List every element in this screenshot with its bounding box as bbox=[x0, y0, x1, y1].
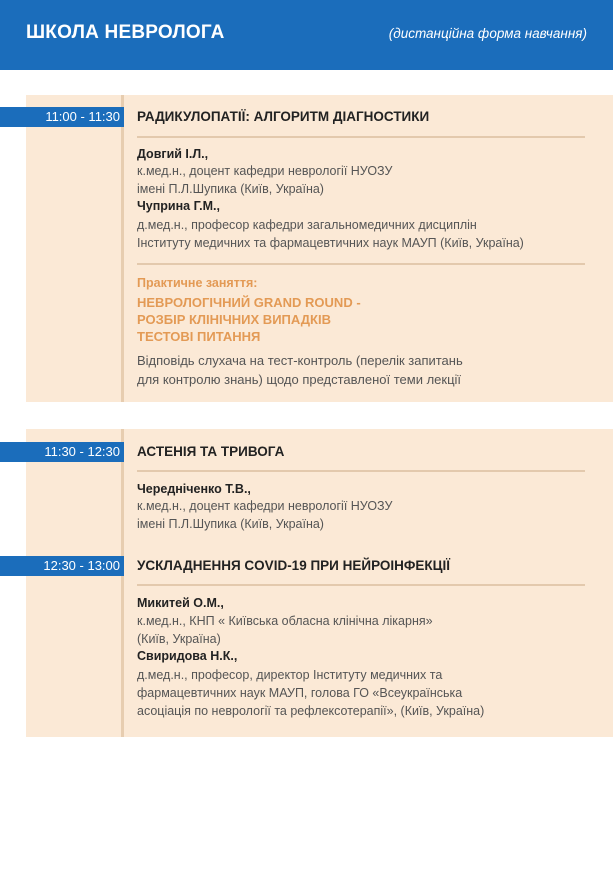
speaker-desc-line: к.мед.н., КНП « Київська обласна клінічна лікарня» bbox=[137, 614, 433, 628]
speaker-name: Чередніченко Т.В., bbox=[137, 482, 251, 496]
practice-label: Практичне заняття: bbox=[137, 276, 258, 290]
speaker-desc-line: імені П.Л.Шупика (Київ, Україна) bbox=[137, 182, 324, 196]
speaker-desc-line: д.мед.н., професор кафедри загальномедичних дисциплін bbox=[137, 218, 477, 232]
speaker-desc-line: фармацевтичних наук МАУП, голова ГО «Всеукраїнська bbox=[137, 686, 463, 700]
session-title-1: РАДИКУЛОПАТІЇ: АЛГОРИТМ ДІАГНОСТИКИ bbox=[137, 109, 430, 124]
title-separator bbox=[137, 470, 585, 472]
block-divider-rule bbox=[121, 429, 124, 737]
speaker-name: Микитей О.М., bbox=[137, 596, 224, 610]
session-title-3: УСКЛАДНЕННЯ COVID-19 ПРИ НЕЙРОІНФЕКЦІЇ bbox=[137, 558, 450, 573]
speaker-desc-line: к.мед.н., доцент кафедри неврології НУОЗУ bbox=[137, 499, 393, 513]
session-time-3: 12:30 - 13:00 bbox=[0, 556, 124, 576]
practice-title-line: РОЗБІР КЛІНІЧНИХ ВИПАДКІВ bbox=[137, 312, 331, 327]
speaker-desc-line: д.мед.н., професор, директор Інституту медичних та bbox=[137, 668, 443, 682]
practice-note-line: для контролю знань) щодо представленої теми лекції bbox=[137, 372, 462, 387]
speaker-name: Свиридова Н.К., bbox=[137, 649, 238, 663]
session-time-1: 11:00 - 11:30 bbox=[0, 107, 124, 127]
page-header bbox=[0, 0, 613, 70]
session-time-2: 11:30 - 12:30 bbox=[0, 442, 124, 462]
page-subtitle: (дистанційна форма навчання) bbox=[388, 26, 587, 41]
practice-note-line: Відповідь слухача на тест-контроль (перелік запитань bbox=[137, 353, 463, 368]
speaker-desc-line: імені П.Л.Шупика (Київ, Україна) bbox=[137, 517, 324, 531]
title-separator bbox=[137, 584, 585, 586]
speaker-desc-line: (Київ, Україна) bbox=[137, 632, 221, 646]
section-separator bbox=[137, 263, 585, 265]
practice-title-line: ТЕСТОВІ ПИТАННЯ bbox=[137, 329, 261, 344]
block-divider-rule bbox=[121, 95, 124, 402]
page-title: ШКОЛА НЕВРОЛОГА bbox=[26, 22, 225, 43]
speaker-desc-line: Інституту медичних та фармацевтичних наук МАУП (Київ, Україна) bbox=[137, 236, 524, 250]
session-title-2: АСТЕНІЯ ТА ТРИВОГА bbox=[137, 444, 285, 459]
speaker-name: Довгий І.Л., bbox=[137, 147, 209, 161]
title-separator bbox=[137, 136, 585, 138]
speaker-desc-line: к.мед.н., доцент кафедри неврології НУОЗУ bbox=[137, 164, 393, 178]
speaker-name: Чуприна Г.М., bbox=[137, 199, 220, 213]
speaker-desc-line: асоціація по неврології та рефлексотерапії», (Київ, Україна) bbox=[137, 704, 485, 718]
practice-title-line: НЕВРОЛОГІЧНИЙ GRAND ROUND - bbox=[137, 295, 361, 310]
